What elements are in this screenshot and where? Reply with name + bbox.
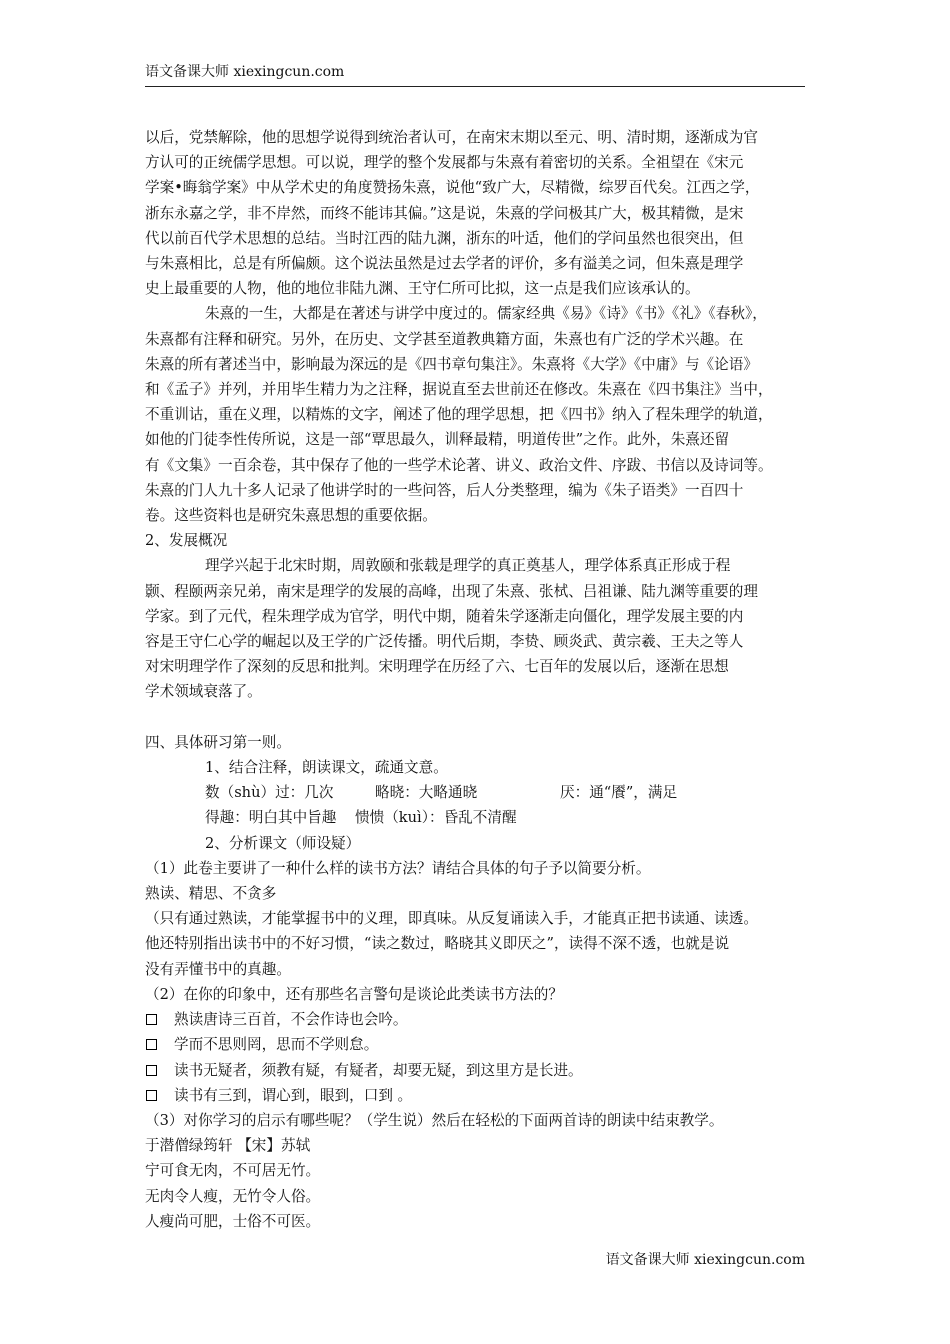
question: （2）在你的印象中，还有那些名言警句是谈论此类读书方法的？ [145,985,563,1003]
text-line: 代以前百代学术思想的总结。当时江西的陆九渊，浙东的叶适，他们的学问虽然也很突出，但 [145,229,744,247]
gloss-row [145,780,810,805]
text-line: 他还特别指出读书中的不好习惯，“读之数过，略晓其义即厌之”，读得不深不透，也就是说 [145,935,730,953]
blank-line [145,705,810,730]
page-footer: 语文备课大师 xiexingcun.com [605,1252,805,1268]
poem-line: 人瘦尚可肥，士俗不可医。 [145,1212,321,1230]
text-line: 朱熹的一生，大都是在著述与讲学中度过的。儒家经典《易》《诗》《书》《礼》《春秋》， [205,305,767,323]
step-heading: 2、分析课文（师设疑） [205,834,361,852]
checkbox-square-icon [146,1039,157,1050]
quote-item [145,1083,810,1108]
checkbox-square-icon [146,1090,157,1101]
quote-item [145,1058,810,1083]
text-line: 有《文集》一百余卷，其中保存了他的一些学术论著、讲义、政治文件、序跋、书信以及诗词等。 [145,456,773,474]
quote-text: 熟读唐诗三百首，不会作诗也会吟。 [174,1011,408,1029]
section-heading: 2、发展概况 [145,532,228,550]
text-line: 朱熹都有注释和研究。另外，在历史、文学甚至道教典籍方面，朱熹也有广泛的学术兴趣。在 [145,330,744,348]
text-line: 卷。这些资料也是研究朱熹思想的重要依据。 [145,507,437,525]
quote-text: 读书无疑者，须教有疑，有疑者，却要无疑，到这里方是长进。 [174,1061,583,1079]
poem-title: 于潜僧绿筠轩 【宋】苏轼 [145,1137,311,1155]
text-line: 以后，党禁解除，他的思想学说得到统治者认可，在南宋末期以至元、明、清时期，逐渐成为官 [145,129,758,146]
gloss-item: 厌：通“餍”，满足 [560,784,678,802]
gloss-item: 愦愦（kuì）：昏乱不清醒 [355,809,517,827]
quote-item [145,1007,810,1032]
paragraph-zhuxi-works [145,301,810,528]
text-line: （只有通过熟读，才能掌握书中的义理，即真味。从反复诵读入手，才能真正把书读通、读透。 [145,910,758,928]
text-line: 方认可的正统儒学思想。可以说，理学的整个发展都与朱熹有着密切的关系。全祖望在《宋元 [145,154,744,172]
text-line: 史上最重要的人物，他的地位非陆九渊、王守仁所可比拟，这一点是我们应该承认的。 [145,280,700,298]
quote-text: 读书有三到，谓心到，眼到，口到 。 [174,1086,413,1104]
question: （3）对你学习的启示有哪些呢？（学生说）然后在轻松的下面两首诗的朗读中结束教学。 [145,1111,724,1129]
page-header: 语文备课大师 xiexingcun.com [145,63,805,87]
checkbox-square-icon [146,1014,157,1025]
checkbox-square-icon [146,1065,157,1076]
paragraph-development [145,553,810,704]
text-line: 理学兴起于北宋时期，周敦颐和张载是理学的真正奠基人，理学体系真正形成于程 [205,557,731,575]
text-line: 对宋明理学作了深刻的反思和批判。宋明理学在历经了六、七百年的发展以后，逐渐在思想 [145,658,729,676]
section-heading: 四、具体研习第一则。 [145,733,291,751]
text-line: 与朱熹相比，总是有所偏颇。这个说法虽然是过去学者的评价，多有溢美之词，但朱熹是理学 [145,255,744,273]
gloss-item: 得趣：明白其中旨趣 [205,809,337,827]
text-line: 学家。到了元代，程朱理学成为官学，明代中期，随着朱学逐渐走向僵化，理学发展主要的内 [145,607,744,625]
text-line: 不重训诂，重在义理，以精炼的文字，阐述了他的理学思想，把《四书》纳入了程朱理学的轨道， [145,406,773,424]
poem-line: 宁可食无肉，不可居无竹。 [145,1162,321,1180]
paragraph-history-end [145,125,810,301]
text-line: 朱熹的门人九十多人记录了他讲学时的一些问答，后人分类整理，编为《朱子语类》一百四十 [145,481,744,499]
gloss-item: 略晓：大略通晓 [375,784,478,802]
text-line: 浙东永嘉之学，非不岸然，而终不能讳其偏。”这是说，朱熹的学问极其广大，极其精微，是宋 [145,204,744,222]
quote-text: 学而不思则罔，思而不学则怠。 [174,1036,379,1054]
question: （1）此卷主要讲了一种什么样的读书方法？请结合具体的句子予以简要分析。 [145,859,651,877]
text-line: 朱熹的所有著述当中，影响最为深远的是《四书章句集注》。朱熹将《大学》《中庸》与《论语》 [145,355,758,373]
answer-title: 熟读、精思、不贪多 [145,885,277,903]
step-heading: 1、结合注释，朗读课文，疏通文意。 [205,759,448,777]
document-body [145,125,810,1234]
text-line: 学术领域衰落了。 [145,683,262,701]
text-line: 没有弄懂书中的真趣。 [145,960,291,978]
gloss-row [145,805,810,830]
quote-item [145,1032,810,1057]
text-line: 容是王守仁心学的崛起以及王学的广泛传播。明代后期，李贽、顾炎武、黄宗羲、王夫之等人 [145,633,744,651]
text-line: 颢、程颐两亲兄弟，南宋是理学的发展的高峰，出现了朱熹、张栻、吕祖谦、陆九渊等重要的理 [145,582,758,600]
gloss-item: 数（shù）过：几次 [205,784,334,802]
text-line: 学案•晦翁学案》中从学术史的角度赞扬朱熹，说他“致广大，尽精微，综罗百代矣。江西之学， [145,179,760,197]
text-line: 和《孟子》并列，并用毕生精力为之注释，据说直至去世前还在修改。朱熹在《四书集注》当中， [145,381,773,399]
poem-line: 无肉令人瘦，无竹令人俗。 [145,1187,321,1205]
text-line: 如他的门徒李性传所说，这是一部“覃思最久，训释最精，明道传世”之作。此外，朱熹还留 [145,431,730,449]
